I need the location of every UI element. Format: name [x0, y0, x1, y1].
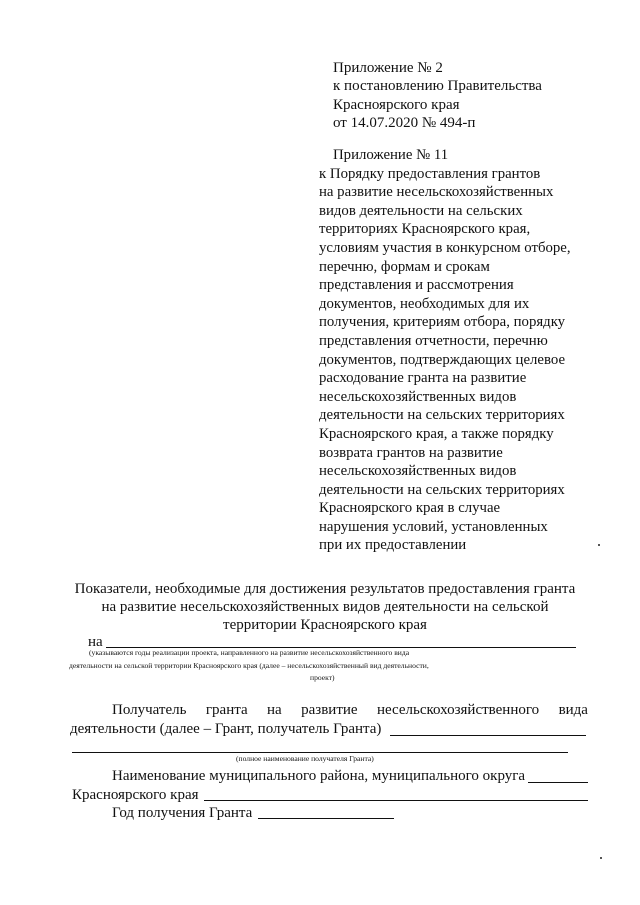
appendix-11-line: получения, критериям отбора, порядку: [319, 314, 566, 331]
document-title: [60, 580, 590, 634]
appendix-11-line: территориях Красноярского края,: [319, 221, 531, 238]
appendix-11-line: деятельности на сельских территориях: [319, 407, 565, 424]
region-field-line[interactable]: [204, 800, 588, 801]
years-note-line-3: проект): [310, 673, 335, 682]
recipient-word: несельскохозяйственного: [376, 702, 540, 718]
recipient-line-1: [112, 701, 588, 719]
title-line: на развитие несельскохозяйственных видов деятельности на сельской: [101, 599, 549, 615]
title-line: территории Красноярского края: [223, 617, 427, 633]
appendix-2-line: Приложение № 2: [333, 60, 443, 76]
appendix-11-line: Красноярского края в случае: [319, 500, 501, 517]
appendix-11-line: возврата грантов на развитие: [319, 444, 503, 461]
recipient-note: (полное наименование получателя Гранта): [236, 754, 374, 763]
title-line: Показатели, необходимые для достижения результатов предоставления гранта: [74, 581, 576, 597]
appendix-11-line: нарушения условий, установленных: [319, 518, 548, 535]
appendix-11-line: представления отчетности, перечню: [319, 332, 548, 349]
municipality-field-line[interactable]: [528, 782, 588, 783]
years-note-line-1: (указываются годы реализации проекта, направленного на развитие несельскохозяйственного вида: [89, 648, 410, 657]
recipient-word: гранта: [205, 702, 248, 718]
municipality-label: Наименование муниципального района, муниципального округа: [112, 768, 526, 784]
recipient-word: вида: [558, 702, 588, 718]
appendix-2-line: от 14.07.2020 № 494-п: [333, 115, 476, 132]
recipient-name-field-line[interactable]: [72, 752, 568, 753]
appendix-11-line: представления и рассмотрения: [319, 277, 514, 294]
appendix-11-line: Красноярского края, а также порядку: [319, 425, 554, 442]
appendix-11-line: при их предоставлении: [319, 537, 467, 554]
appendix-2-line: Красноярского края: [333, 96, 460, 113]
appendix-11-line: документов, подтверждающих целевое: [319, 351, 566, 368]
appendix-11-line: Приложение № 11: [333, 147, 449, 163]
years-label: на: [88, 634, 103, 650]
region-label: Красноярского края: [72, 787, 199, 803]
recipient-field-line[interactable]: [390, 735, 586, 736]
appendix-11-line: перечню, формам и срокам: [319, 258, 490, 275]
grant-year-field-line[interactable]: [258, 818, 394, 819]
appendix-11-line: на развитие несельскохозяйственных: [319, 184, 554, 201]
scan-speck: [598, 544, 600, 546]
recipient-word: развитие: [301, 702, 358, 718]
recipient-line-2: деятельности (далее – Грант, получатель Гранта): [70, 721, 382, 737]
appendix-2-header: [333, 59, 542, 133]
appendix-11-line: условиям участия в конкурсном отборе,: [319, 239, 571, 256]
appendix-11-line: к Порядку предоставления грантов: [319, 165, 541, 182]
recipient-word: на: [267, 702, 282, 718]
scan-speck: [600, 857, 602, 859]
years-note-line-2: деятельности на сельской территории Красноярского края (далее – несельскохозяйственный вид деятельности,: [69, 661, 429, 670]
appendix-11-line: расходование гранта на развитие: [319, 370, 527, 387]
appendix-11-line: несельскохозяйственных видов: [319, 463, 517, 480]
appendix-11-line: видов деятельности на сельских: [319, 202, 523, 219]
grant-year-label: Год получения Гранта: [112, 805, 253, 821]
recipient-word: Получатель: [112, 702, 187, 718]
appendix-11-line: несельскохозяйственных видов: [319, 388, 517, 405]
appendix-11-line: деятельности на сельских территориях: [319, 481, 565, 498]
appendix-2-line: к постановлению Правительства: [333, 78, 542, 95]
appendix-11-header: [319, 146, 571, 555]
appendix-11-line: документов, необходимых для их: [319, 295, 530, 312]
